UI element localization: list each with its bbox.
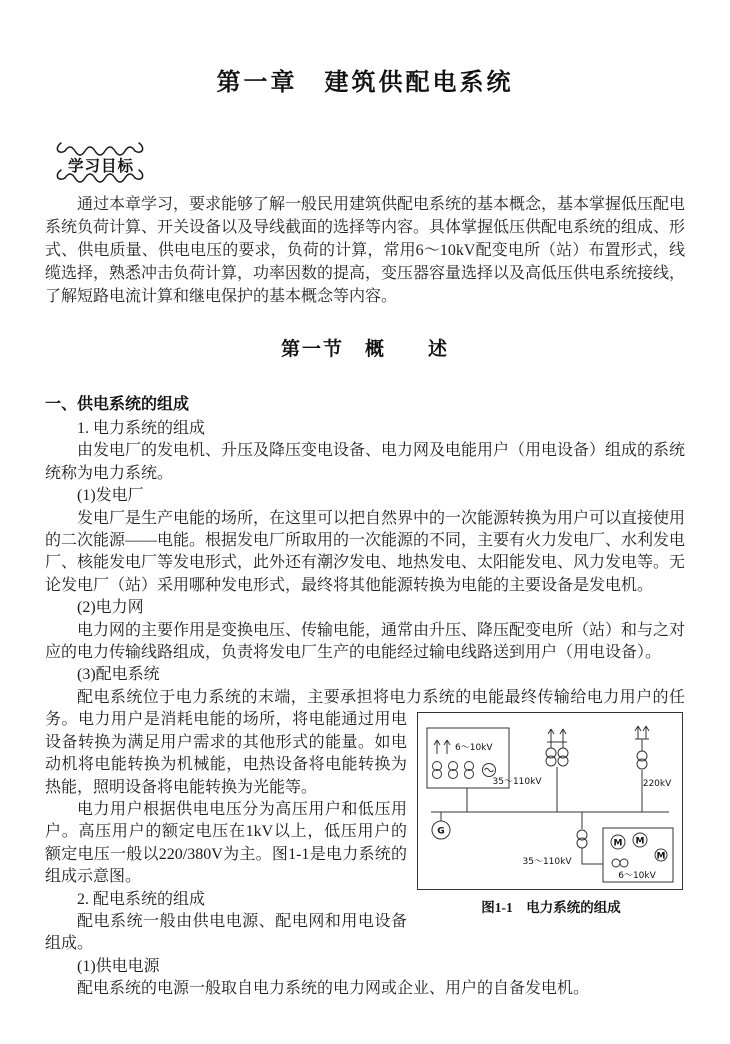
paragraph-supply-source: 配电系统的电源一般取自电力系统的电力网或企业、用户的自备发电机。 [77,980,590,998]
heading-supply-source: (1)供电电源 [77,957,160,975]
power-system-diagram [417,712,683,890]
chapter-title: 第一章 建筑供配电系统 [216,69,514,96]
motor-symbol: M [613,838,623,849]
label-kv-center: 35～110kV [492,777,542,788]
motor-symbol: M [635,836,645,847]
section-title: 第一节 概 述 [280,339,449,360]
label-kv-bottom: 35～110kV [522,857,572,868]
paragraph-users: 电力用户根据供电电压分为高压用户和低压用户。高压用户的额定电压在1kV以上，低压用户的额定电压一般以220/380V为主。图1-1是电力系统的组成示意图。 [45,800,407,886]
heading-distribution-system: (3)配电系统 [77,666,160,684]
label-kv-right: 220kV [642,779,672,790]
paragraph-text: 配电系统位于电力系统的末端，主要承担将电力系统的电能最终传输给电力用户的任务。 [45,688,685,729]
figure-caption: 图1-1 电力系统的组成 [481,900,621,916]
paragraph-power-plant: 发电厂是生产电能的场所，在这里可以把自然界中的一次能源转换为用户可以直接使用的二次能源——电能。根据发电厂所取用的一次能源的不同，主要有火力发电厂、水利发电厂、核能发电厂等发电形式，此外还有潮汐发电、地热发电、太阳能发电、风力发电等。无论发电厂（站）采用哪种发电形式，最终将其他能源转换为电能的主要设备是发电机。 [45,509,686,594]
label-kv-top-left: 6～10kV [455,743,493,754]
generator-symbol: G [437,826,445,837]
motor-symbol: M [656,851,666,862]
heading-power-grid: (2)电力网 [77,599,144,617]
objectives-paragraph: 通过本章学习，要求能够了解一般民用建筑供配电系统的基本概念，基本掌握低压配电系统负荷计算、开关设备以及导线截面的选择等内容。具体掌握低压供配电系统的组成、形式、供电质量、供电电压的要求，负荷的计算，常用6～10kV配变电所（站）布置形式，线缆选择，熟悉冲击负荷计算，功率因数的提高，变压器容量选择以及高低压供电系统接线，了解短路电流计算和继电保护的基本概念等内容。 [45,196,686,305]
figure-1-1 [417,712,685,919]
body-text [45,418,685,1001]
heading-power-plant: (1)发电厂 [77,487,144,505]
paragraph-power-system: 由发电厂的发电机、升压及降压变电设备、电力网及电能用户（用电设备）组成的系统统称为电力系统。 [45,442,686,482]
paragraph-distribution-composition: 配电系统一般由供电电源、配电网和用电设备组成。 [45,912,407,953]
subsection-title: 一、供电系统的组成 [45,396,190,413]
paragraph-power-grid: 电力网的主要作用是变换电压、传输电能，通常由升压、降压配变电所（站）和与之对应的电力传输线路组成，负责将发电厂生产的电能经过输电线路送到用户（用电设备）。 [45,621,686,662]
paragraph-text: 电力用户是消耗电能的场所，将电能通过用电设备转换为满足用户需求的其他形式的能量。如电动机将电能转换为机械能，电热设备将电能转换为热能，照明设备将电能转换为光能等。 [45,711,407,796]
label-kv-bottom-box: 6～10kV [618,871,656,882]
objectives-label: 学习目标 [67,158,134,175]
heading-distribution-composition: 2. 配电系统的组成 [77,890,206,908]
heading-power-system-composition: 1. 电力系统的组成 [77,420,206,437]
learning-objectives-badge [49,141,153,185]
